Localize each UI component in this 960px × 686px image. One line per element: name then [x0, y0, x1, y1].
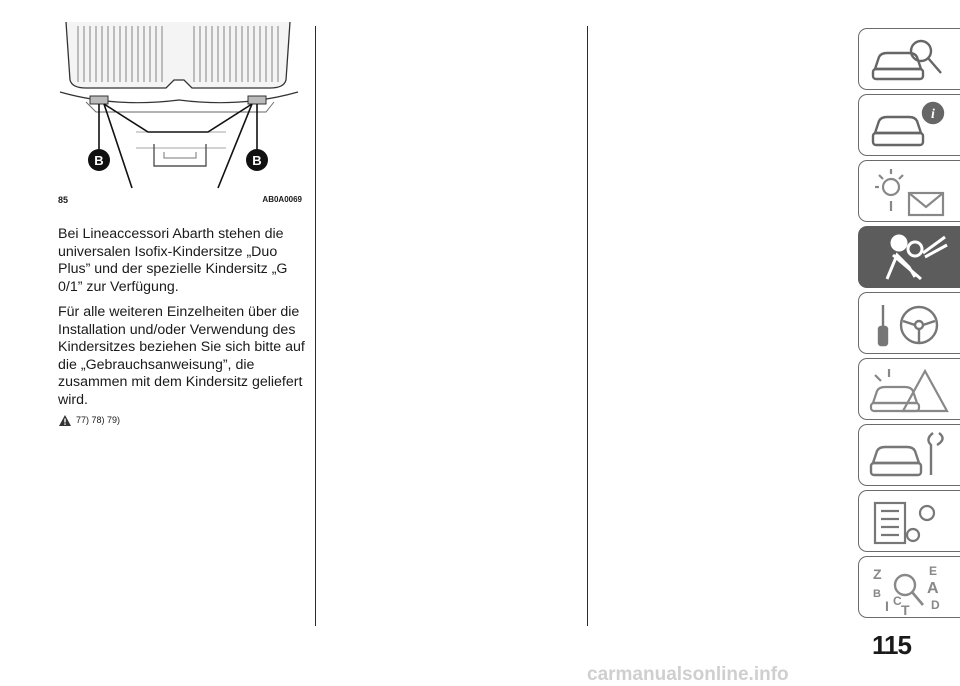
tab-warning-lights[interactable]	[858, 160, 960, 222]
svg-text:T: T	[901, 602, 910, 615]
paragraph-availability: Bei Lineaccessori Abarth stehen die universalen Isofix-Kindersitze „Duo Plus” und der spezielle Kindersitz „G 0/1” zur Verfügung.	[58, 226, 288, 295]
page-number: 115	[872, 630, 911, 660]
warning-triangle-icon	[58, 414, 72, 427]
chapter-tabs	[858, 28, 960, 622]
figure-code: AB0A0069	[262, 195, 302, 204]
tab-safety[interactable]	[858, 226, 960, 288]
svg-text:i: i	[931, 107, 935, 122]
paragraph-instructions: Für alle weiteren Einzelheiten über die Installation und/oder Verwendung des Kindersitzes beziehen Sie sich bitte auf die „Gebrauchsanweisung”, die zusammen mit dem Kindersitz geliefert wird.	[58, 304, 305, 408]
warning-lights-message-icon	[865, 165, 951, 219]
svg-text:I: I	[885, 598, 889, 614]
anchor-label-right: B	[252, 153, 262, 168]
svg-text:E: E	[929, 564, 938, 578]
car-maintenance-wrench-icon	[865, 429, 951, 483]
reference-numbers: 77) 78) 79)	[76, 415, 121, 425]
column-rule-right	[587, 26, 588, 626]
warning-references	[58, 410, 120, 430]
svg-text:D: D	[931, 598, 940, 612]
key-steering-wheel-icon	[865, 297, 951, 351]
anchor-label-left: B	[94, 153, 104, 168]
tab-starting-driving[interactable]	[858, 292, 960, 354]
alphabetical-index-search-icon	[865, 561, 951, 615]
technical-data-gear-icon	[865, 495, 951, 549]
isofix-anchorage-figure	[56, 22, 302, 192]
svg-text:A: A	[927, 580, 939, 597]
seatbelt-airbag-safety-icon	[865, 231, 951, 285]
svg-text:C: C	[893, 594, 902, 608]
car-info-icon	[865, 99, 951, 153]
car-emergency-warning-icon	[865, 363, 951, 417]
watermark: carmanualsonline.info	[587, 664, 789, 685]
tab-car-info[interactable]	[858, 94, 960, 156]
figure-number: 85	[58, 195, 69, 205]
tab-dashboard[interactable]	[858, 28, 960, 90]
tab-technical-data[interactable]	[858, 490, 960, 552]
car-dashboard-search-icon	[865, 33, 951, 87]
tab-maintenance[interactable]	[858, 424, 960, 486]
column-rule-left	[315, 26, 316, 626]
body-text	[58, 226, 308, 417]
svg-text:Z: Z	[873, 566, 882, 582]
svg-text:B: B	[873, 588, 881, 600]
tab-emergency[interactable]	[858, 358, 960, 420]
tab-index[interactable]	[858, 556, 960, 618]
figure-caption	[58, 195, 302, 209]
